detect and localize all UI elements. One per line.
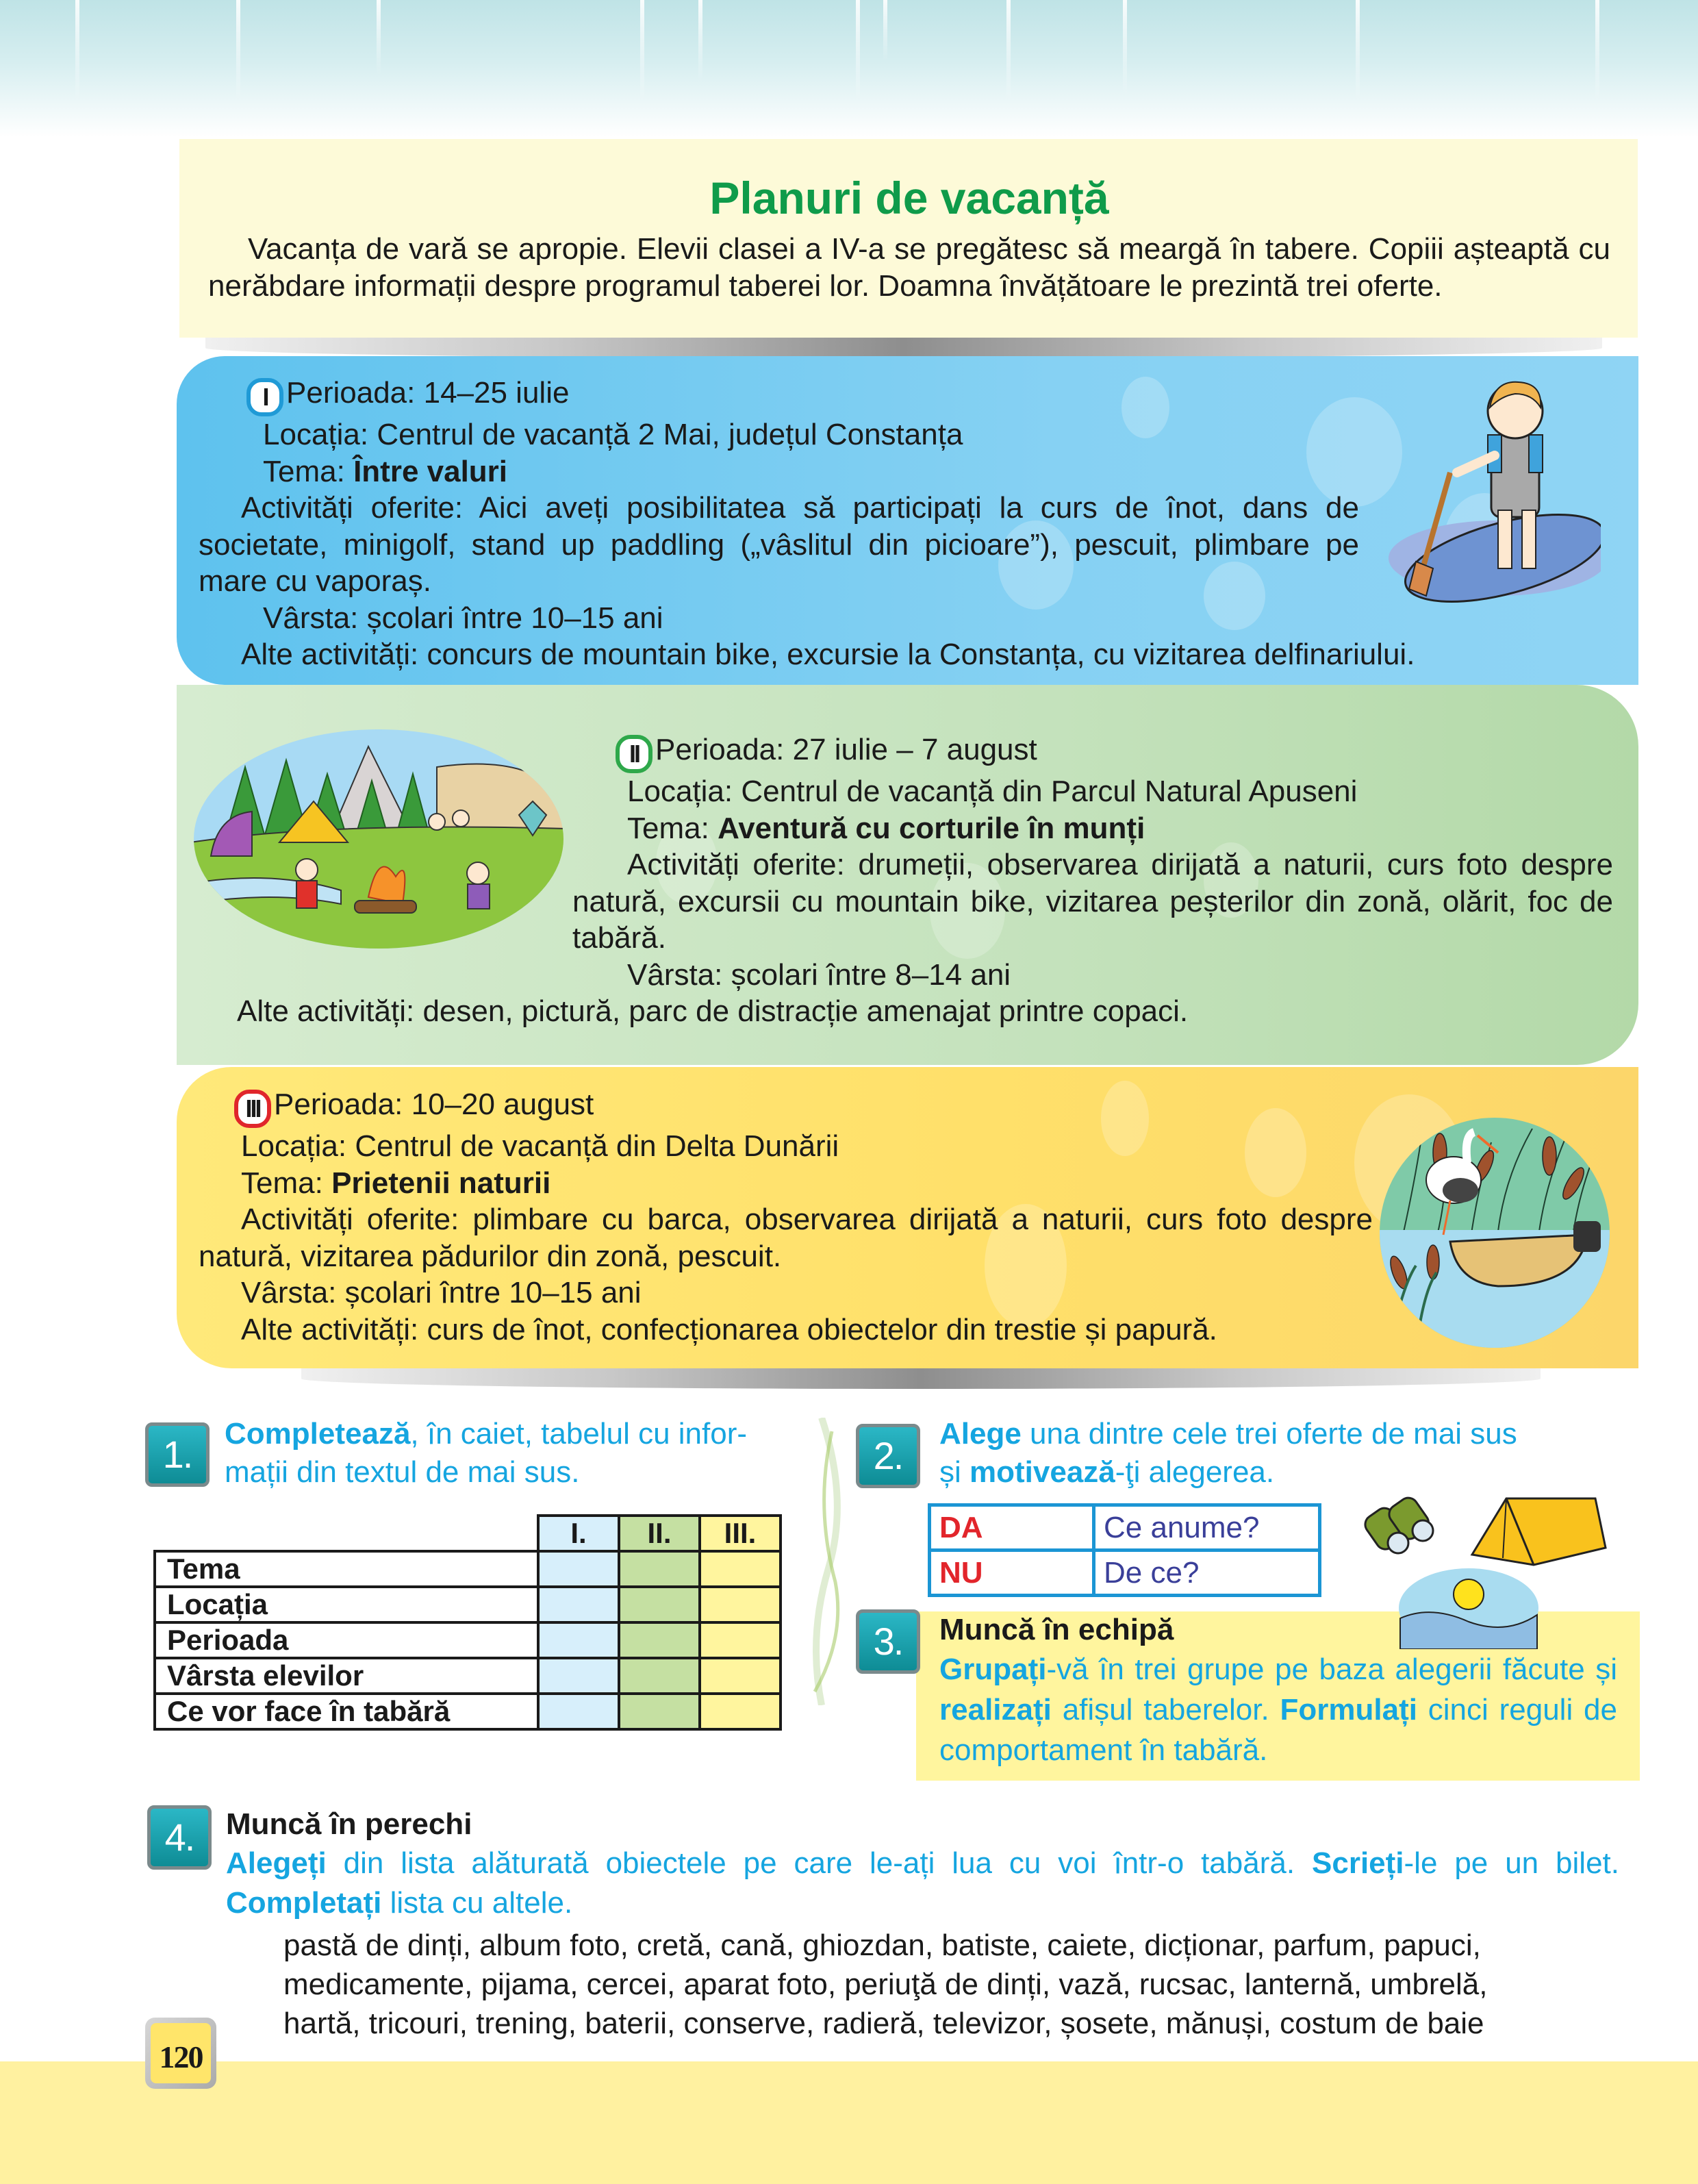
page-number-badge [145, 2018, 216, 2089]
exercise-4-number: 4. [147, 1805, 212, 1870]
table-row [155, 1658, 781, 1694]
offer-1-details [199, 375, 1527, 673]
offer-2-badge: II [616, 735, 652, 773]
tent-icon [1465, 1493, 1616, 1568]
answer-cell[interactable] [538, 1694, 619, 1729]
offer-1-other-line: Alte activități: concurs de mountain bike, excursie la Constanța, cu vizitarea delfinariului. [241, 638, 1415, 671]
exercise-2-number: 2. [856, 1424, 920, 1488]
offer-1-theme-line: Tema: Între valuri [263, 454, 508, 488]
exercise-3-heading: Muncă în echipă [939, 1613, 1174, 1646]
offer-3-period-line: III Perioada: 10–20 august [199, 1086, 1376, 1128]
offer-3-activities: Activități oferite: plimbare cu barca, observarea dirijată a naturii, curs foto despre natură, vizitarea pădurilor din zonă, pescuit. [199, 1203, 1373, 1273]
boy-paddleboarding-illustration [1368, 370, 1601, 630]
offer-2-activities: Activități oferite: drumeții, observarea dirijată a naturii, curs foto despre natură, excursii cu mountain bike, vizitarea peșterilor din zonă, olărit, foc de tabără. [572, 848, 1613, 955]
question-why: De ce? [1094, 1551, 1320, 1596]
offer-card-2 [177, 685, 1638, 1065]
column-header: I. [538, 1516, 619, 1551]
intro-paragraph: Vacanța de vară se apropie. Elevii clasei a IV-a se pregătesc să meargă în tabere. Copiii așteaptă cu nerăbdare informații despre programul taberei lor. Doamna învățătoare le prezintă trei oferte. [208, 232, 1610, 303]
answer-cell[interactable] [700, 1658, 781, 1694]
exercise-4-instruction: Muncă în perechi Alegeți din lista alăturată obiectele pe care le-ați lua cu voi într-o tabără. Scrieți-le pe un bilet. Completați lista cu altele. [226, 1805, 1619, 1923]
answer-cell[interactable] [619, 1551, 700, 1587]
answer-cell[interactable] [619, 1622, 700, 1658]
table-row [155, 1622, 781, 1658]
table-row [930, 1551, 1320, 1596]
exercise-1-number: 1. [145, 1422, 210, 1487]
exercise-1-instruction: Completează, în caiet, tabelul cu infor- mații din textul de mai sus. [225, 1417, 748, 1489]
answer-cell[interactable] [700, 1587, 781, 1622]
offer-2-theme: Aventură cu corturile în munți [718, 811, 1145, 845]
intro-section [179, 139, 1638, 338]
exercise-2-table [928, 1503, 1321, 1597]
offer-card-1 [177, 356, 1638, 685]
offer-1-activities: Activități oferite: Aici aveți posibilitatea să participați la curs de înot, dans de societate, minigolf, stand up paddling („vâslitul din picioare”), pescuit, plimbare pe mare cu vaporaș. [199, 491, 1359, 598]
row-label: Locația [155, 1587, 538, 1622]
table-row [155, 1587, 781, 1622]
table-row [930, 1505, 1320, 1551]
exercise-2-verb: Alege [939, 1417, 1022, 1451]
decorative-swirl [794, 1418, 856, 1705]
row-label: Vârsta elevilor [155, 1658, 538, 1694]
footer-band [0, 2061, 1698, 2184]
answer-cell[interactable] [619, 1694, 700, 1729]
answer-no: NU [930, 1551, 1094, 1596]
offer-3-location-line: Locația: Centrul de vacanță din Delta Dunării [241, 1129, 839, 1163]
row-label: Perioada [155, 1622, 538, 1658]
offer-2-period-line: II Perioada: 27 iulie – 7 august [196, 731, 1613, 773]
item-list-line: medicamente, pijama, cercei, aparat foto, periuţă de dinți, vază, rucsac, lanternă, umbrelă, [283, 1968, 1488, 2001]
offer-3-age-line: Vârsta: școlari între 10–15 ani [241, 1276, 642, 1309]
item-list-line: hartă, tricouri, trening, baterii, conserve, radieră, televizor, șosete, mănuși, costum de baie [283, 2007, 1484, 2040]
table-header-row [155, 1516, 781, 1551]
answer-cell[interactable] [619, 1587, 700, 1622]
binoculars-icon [1363, 1496, 1438, 1558]
column-header: II. [619, 1516, 700, 1551]
answer-cell[interactable] [538, 1551, 619, 1587]
column-header: III. [700, 1516, 781, 1551]
table-row [155, 1551, 781, 1587]
exercise-1-table [153, 1514, 782, 1731]
offer-2-other-line: Alte activități: desen, pictură, parc de distracție amenajat printre copaci. [237, 994, 1189, 1028]
answer-cell[interactable] [538, 1622, 619, 1658]
item-list-line: pastă de dinți, album foto, cretă, cană, ghiozdan, batiste, caiete, dicționar, parfum, papuci, [283, 1929, 1481, 1962]
offer-1-theme: Între valuri [353, 454, 508, 488]
page-title: Planuri de vacanță [709, 173, 1109, 223]
offer-3-theme: Prietenii naturii [331, 1166, 551, 1200]
offer-2-theme-line: Tema: Aventură cu corturile în munți [627, 811, 1145, 845]
offer-card-3 [177, 1067, 1638, 1368]
answer-cell[interactable] [538, 1658, 619, 1694]
answer-cell[interactable] [538, 1587, 619, 1622]
question-what: Ce anume? [1094, 1505, 1320, 1551]
offer-2-location-line: Locația: Centrul de vacanță din Parcul Natural Apuseni [627, 775, 1358, 808]
offer-1-badge: I [246, 378, 283, 416]
offer-1-location-line: Locația: Centrul de vacanță 2 Mai, județul Constanța [263, 418, 963, 451]
section-divider [205, 338, 1602, 358]
answer-yes: DA [930, 1505, 1094, 1551]
exercise-1-verb: Completează [225, 1417, 411, 1451]
answer-cell[interactable] [700, 1622, 781, 1658]
header-sky-background [0, 0, 1698, 137]
section-divider [301, 1368, 1541, 1389]
delta-stork-boat-illustration [1375, 1115, 1614, 1351]
table-row [155, 1694, 781, 1729]
item-list [283, 1926, 1619, 2043]
exercise-4-heading: Muncă în perechi [226, 1807, 472, 1841]
row-label: Tema [155, 1551, 538, 1587]
answer-cell[interactable] [700, 1551, 781, 1587]
offer-3-other-line: Alte activități: curs de înot, confecționarea obiectelor din trestie și papură. [241, 1312, 1217, 1346]
offer-1-period-line: I Perioada: 14–25 iulie [199, 375, 1527, 416]
row-label: Ce vor face în tabără [155, 1694, 538, 1729]
offer-1-age-line: Vârsta: școlari între 10–15 ani [263, 601, 663, 635]
page-number: 120 [151, 2023, 211, 2083]
offer-2-details [196, 731, 1613, 1030]
offer-3-details [199, 1086, 1376, 1348]
exercise-3-number: 3. [856, 1609, 920, 1674]
offer-3-badge: III [234, 1090, 271, 1128]
answer-cell[interactable] [700, 1694, 781, 1729]
offer-2-age-line: Vârsta: școlari între 8–14 ani [627, 957, 1011, 992]
offer-3-theme-line: Tema: Prietenii naturii [241, 1166, 551, 1200]
exercise-2-verb2: motivează [970, 1455, 1115, 1489]
exercise-2-instruction: Alege una dintre cele trei oferte de mai sus și motivează-ţi alegerea. [939, 1417, 1517, 1489]
answer-cell[interactable] [619, 1658, 700, 1694]
exercise-3-instruction: Muncă în echipă Grupați-vă în trei grupe pe baza alegerii făcute și realizați afișul taberelor. Formulați cinci reguli de comportament în tabără. [939, 1611, 1617, 1770]
